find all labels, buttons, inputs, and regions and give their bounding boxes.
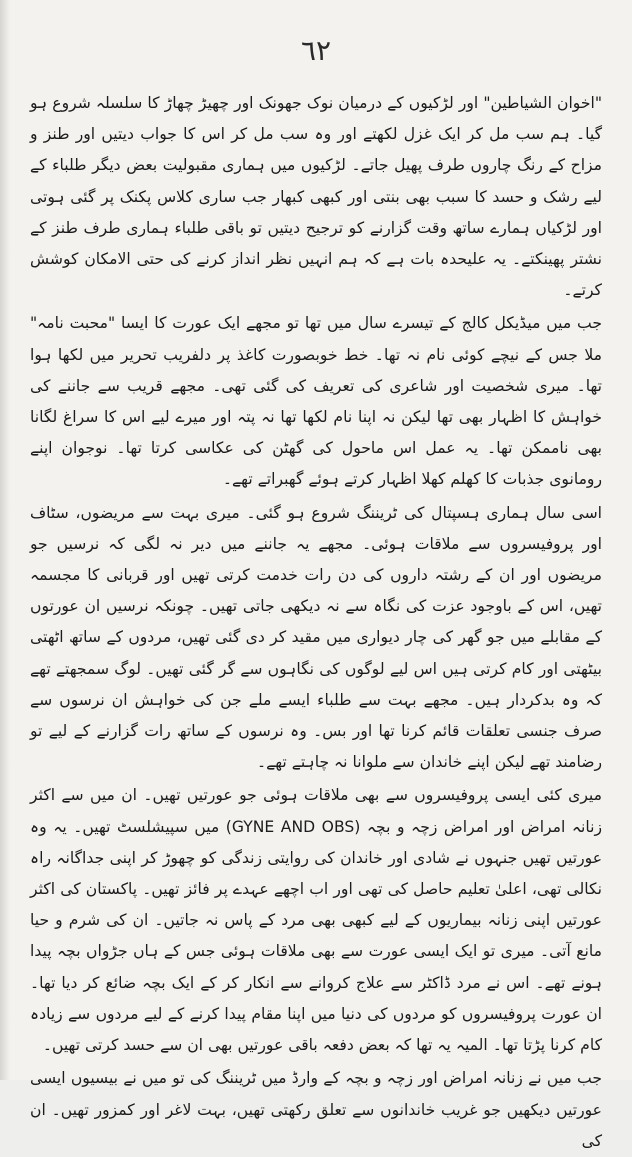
body-text <box>30 88 602 1157</box>
page-number: ٦٢ <box>300 34 332 67</box>
paragraph-5: جب میں نے زنانہ امراض اور زچہ و بچہ کے وارڈ میں ٹریننگ کی تو میں نے بیسیوں ایسی عورتیں دیکھیں جو غریب خاندانوں سے تعلق رکھتی تھیں، بہت لاغر اور کمزور تھیں۔ ان کی <box>30 1069 602 1150</box>
paragraph-3: اسی سال ہماری ہسپتال کی ٹریننگ شروع ہو گئی۔ میری بہت سے مریضوں، سٹاف اور پروفیسروں سے ملاقات ہوئی۔ مجھے یہ جاننے میں دیر نہ لگی کہ نرسیں جو مریضوں اور ان کے رشتہ داروں کی دن رات خدمت کرتی تھیں اور قربانی کا مجسمہ تھیں، اس کے باوجود عزت کی نگاہ سے نہ دیکھی جاتی تھیں۔ چونکہ نرسیں ان عورتوں کے مقابلے میں جو گھر کی چار دیواری میں مقید کر دی گئی تھیں، مردوں کے ساتھ اٹھتی بیٹھتی اور کام کرتی ہیں اس لیے لوگوں کی نگاہوں سے گر گئی تھیں۔ لوگ سمجھتے تھے کہ وہ بدکردار ہیں۔ مجھے بہت سے طلباء ایسے ملے جن کی خواہش ان نرسوں سے صرف جنسی تعلقات قائم کرنا تھا اور بس۔ وہ نرسوں کے ساتھ رات گزارنے کے لیے تو رضامند تھے لیکن اپنے خاندان سے ملوانا نہ چاہتے تھے۔ <box>30 503 602 772</box>
paragraph-4: میری کئی ایسی پروفیسروں سے بھی ملاقات ہوئی جو عورتیں تھیں۔ ان میں سے اکثر زنانہ امراض اور امراض زچہ و بچہ (GYNE AND OBS) میں سپیشلسٹ تھیں۔ یہ وہ عورتیں تھیں جنہوں نے شادی اور خاندان کی روایتی زندگی کو چھوڑ کر اپنی جداگانہ راہ نکالی تھی، اعلیٰ تعلیم حاصل کی تھی اور اب اچھے عہدے پر فائز تھیں۔ پاکستان کی اکثر عورتیں اپنی زنانہ بیماریوں کے لیے کبھی بھی مرد کے پاس نہ جاتیں۔ ان کی شرم و حیا مانع آتی۔ میری تو ایک ایسی عورت سے بھی ملاقات ہوئی جس کے ہاں جڑواں بچہ پیدا ہونے تھے۔ اس نے مرد ڈاکٹر سے علاج کروانے سے انکار کر کے ایک بچہ ضائع کر دیا تھا۔ ان عورت پروفیسروں کو مردوں کی دنیا میں اپنا مقام پیدا کرنے کے لیے مردوں سے زیادہ کام کرنا پڑتا تھا۔ المیہ یہ تھا کہ بعض دفعہ باقی عورتیں بھی ان سے حسد کرتی تھیں۔ <box>30 786 602 1055</box>
page-gutter-shadow <box>0 0 10 1080</box>
paragraph-1: "اخوان الشیاطین" اور لڑکیوں کے درمیان نوک جھونک اور چھیڑ چھاڑ کا سلسلہ شروع ہو گیا۔ ہم سب مل کر ایک غزل لکھتے اور وہ سب مل کر اس کا جواب دیتیں اور طنز و مزاح کے رنگ چاروں طرف پھیل جاتے۔ لڑکیوں میں ہماری مقبولیت بعض دیگر طلباء کے لیے رشک و حسد کا سبب بھی بنتی اور کبھی کبھار جب ساری کلاس پکنک پر گئی ہوتی اور لڑکیاں ہمارے ساتھ وقت گزارنے کو ترجیح دیتیں تو باقی طلباء ہماری طرف طنز کے نشتر پھینکتے۔ یہ علیحدہ بات ہے کہ ہم انہیں نظر انداز کرنے کی حتی الامکان کوشش کرتے۔ <box>30 94 602 300</box>
paragraph-2: جب میں میڈیکل کالج کے تیسرے سال میں تھا تو مجھے ایک عورت کا ایسا "محبت نامہ" ملا جس کے نیچے کوئی نام نہ تھا۔ خط خوبصورت کاغذ پر دلفریب تحریر میں لکھا ہوا تھا۔ میری شخصیت اور شاعری کی تعریف کی گئی تھی۔ مجھے قریب سے جاننے کی خواہش کا اظہار بھی تھا لیکن نہ اپنا نام لکھا تھا نہ پتہ اور میرے لیے اس کا سراغ لگانا بھی ناممکن تھا۔ یہ عمل اس ماحول کی گھٹن کی عکاسی کرتا تھا۔ نوجوان اپنے رومانوی جذبات کا کھلم کھلا اظہار کرتے ہوئے گھبراتے تھے۔ <box>30 314 602 489</box>
